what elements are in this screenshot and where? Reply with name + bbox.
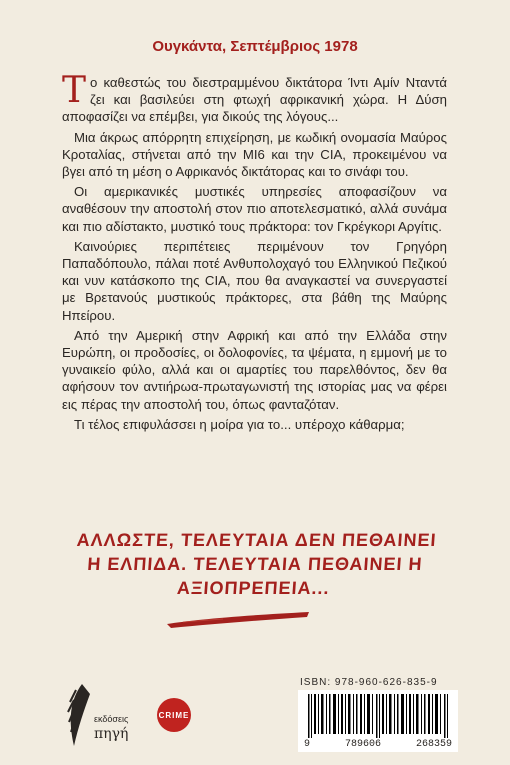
paragraph-4: Καινούριες περιπέτειες περιμένουν τον Γρηγόρη Παπαδόπουλο, πάλαι ποτέ Ανθυπολοχαγό του Ελληνικού Πεζικού και νυν κατάσκοπο της CIA, που θα αναγκαστεί να συνεργαστεί με Βρετανούς μυστικούς πράκτορες, στα βάθη της Μαύρης Ηπείρου. (62, 238, 447, 323)
barcode-digit-group-1: 789606 (344, 739, 381, 750)
barcode-digit-group-2: 268359 (415, 739, 452, 750)
blurb-text (62, 70, 447, 436)
feather-icon (68, 684, 90, 746)
publisher-logo-bottom-text: πηγή (94, 726, 129, 742)
publisher-logo-top-text: εκδόσεις (94, 714, 129, 724)
paragraph-1-text: ο καθεστώς του διεστραμμένου δικτάτορα Ίντι Αμίν Νταντά ζει και βασιλεύει στη φτωχή αφρικανική χώρα. Η Δύση αποφασίζει να επέμβει, για δικούς της λόγους... (62, 75, 447, 125)
crime-series-logo: CRIME (157, 698, 191, 732)
barcode-digit-lead: 9 (304, 739, 311, 750)
barcode (298, 690, 458, 752)
barcode-bars (298, 690, 458, 740)
paragraph-6: Τι τέλος επιφυλάσσει η μοίρα για το... υπέροχο κάθαρμα; (74, 416, 405, 432)
brush-stroke-divider (163, 608, 313, 630)
barcode-digits (298, 739, 458, 750)
paragraph-2: Μια άκρως απόρρητη επιχείρηση, με κωδική ονομασία Μαύρος Κροταλίας, στήνεται από την MI6 και την CIA, προκειμένου να βγει από τη μέση ο Αφρικανός δικτάτορας και το σινάφι του. (62, 129, 447, 180)
quote-line-1: ΑΛΛΩΣΤΕ, ΤΕΛΕΥΤΑΙΑ ΔΕΝ ΠΕΘΑΙΝΕΙ (76, 530, 438, 550)
location-date-heading: Ουγκάντα, Σεπτέμβριος 1978 (152, 38, 358, 55)
paragraph-5: Από την Αμερική στην Αφρική και από την Ελλάδα στην Ευρώπη, οι προδοσίες, οι δολοφονίες, τα ψέματα, η εμμονή με το γυναικείο φύλο, αλλά και οι αμαρτίες του παρελθόντος, δεν θα αφήσουν τον αντιήρωα-πρωταγωνιστή της ιστορίας μας να φέρει εις πέρας την αποστολή του, όπως φανταζόταν. (62, 327, 447, 412)
quote-line-3: ΑΞΙΟΠΡΕΠΕΙΑ... (176, 578, 331, 598)
isbn-text: ISBN: 978-960-626-835-9 (300, 677, 438, 688)
drop-cap: Τ (62, 70, 87, 111)
paragraph-1 (62, 70, 447, 126)
publisher-logo (60, 680, 140, 750)
paragraph-3: Οι αμερικανικές μυστικές υπηρεσίες αποφασίζουν να αναθέσουν την αποστολή στον πιο αποτελεσματικό, αλλά συνάμα και πιο αδίστακτο, μυστικό τους πράκτορα: τον Γκρέγκορι Αργίτις. (62, 184, 447, 234)
tagline-quote (0, 528, 510, 600)
quote-line-2: Η ΕΛΠΙΔΑ. ΤΕΛΕΥΤΑΙΑ ΠΕΘΑΙΝΕΙ Η (86, 554, 424, 574)
